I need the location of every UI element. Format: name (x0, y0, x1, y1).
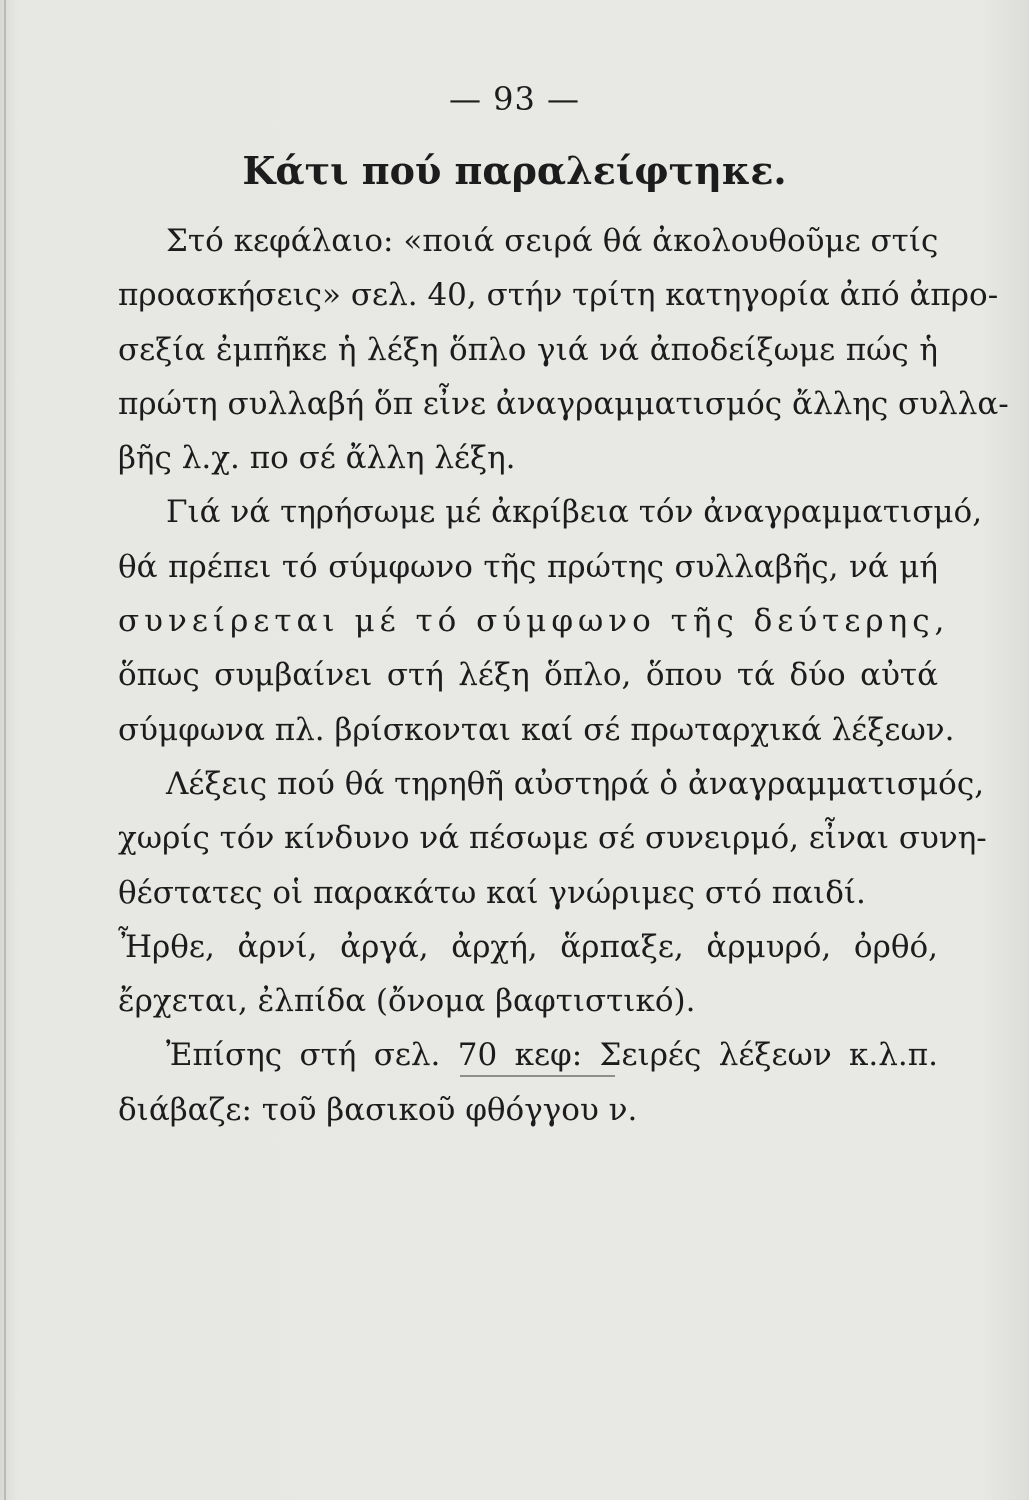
paragraph-1 (118, 214, 1009, 485)
binding-edge-line (4, 0, 6, 1500)
body-text (118, 214, 1009, 1137)
text-line: βῆς λ.χ. πο σέ ἄλλη λέξη. (118, 440, 516, 477)
text-line: συνείρεται μέ τό σύμφωνο τῆς δεύτερης, (118, 603, 950, 640)
paragraph-2 (118, 485, 983, 756)
paragraph-3 (118, 757, 987, 920)
text-line: ἔρχεται, ἐλπίδα (ὄνομα βαφτιστικό). (118, 983, 696, 1020)
section-heading: Κάτι πού παραλείφτηκε. (242, 148, 787, 193)
text-line: σύμφωνα πλ. βρίσκονται καί σέ πρωταρχικά λέξεων. (118, 711, 955, 748)
text-line: Ἦρθε, ἀρνί, ἀργά, ἀρχή, ἅρπαξε, ἁρμυρό, ὀρθό, (118, 928, 938, 965)
text-line: ὅπως συμβαίνει στή λέξη ὅπλο, ὅπου τά δύο αὐτά (118, 657, 938, 694)
closing-rule-divider (460, 1075, 615, 1077)
text-line: Στό κεφάλαιο: «ποιά σειρά θά ἀκολουθοῦμε στίς (166, 223, 939, 259)
text-line: Ἐπίσης στή σελ. 70 κεφ: Σειρές λέξεων κ.λ.π. (166, 1037, 938, 1074)
text-line: σεξία ἐμπῆκε ἡ λέξη ὅπλο γιά νά ἀποδείξωμε πώς ἡ (118, 331, 938, 368)
text-line: χωρίς τόν κίνδυνο νά πέσωμε σέ συνειρμό, εἶναι συνη- (118, 820, 987, 857)
paragraph-5 (118, 1028, 938, 1137)
text-line: Γιά νά τηρήσωμε μέ ἀκρίβεια τόν ἀναγραμματισμό, (166, 494, 983, 531)
text-line: πρώτη συλλαβή ὅπ εἶνε ἀναγραμματισμός ἄλλης συλλα- (118, 385, 1009, 422)
text-line: θέστατες οἱ παρακάτω καί γνώριμες στό παιδί. (118, 874, 866, 911)
text-line: διάβαζε: τοῦ βασικοῦ φθόγγου ν. (118, 1091, 638, 1128)
paragraph-4 (118, 920, 938, 1029)
text-line: προασκήσεις» σελ. 40, στήν τρίτη κατηγορία ἀπό ἀπρο- (118, 277, 999, 314)
text-line: θά πρέπει τό σύμφωνο τῆς πρώτης συλλαβῆς, νά μή (118, 548, 938, 585)
page-number: — 93 — (448, 80, 581, 118)
text-line: Λέξεις πού θά τηρηθῆ αὐστηρά ὁ ἀναγραμματισμός, (166, 765, 985, 802)
